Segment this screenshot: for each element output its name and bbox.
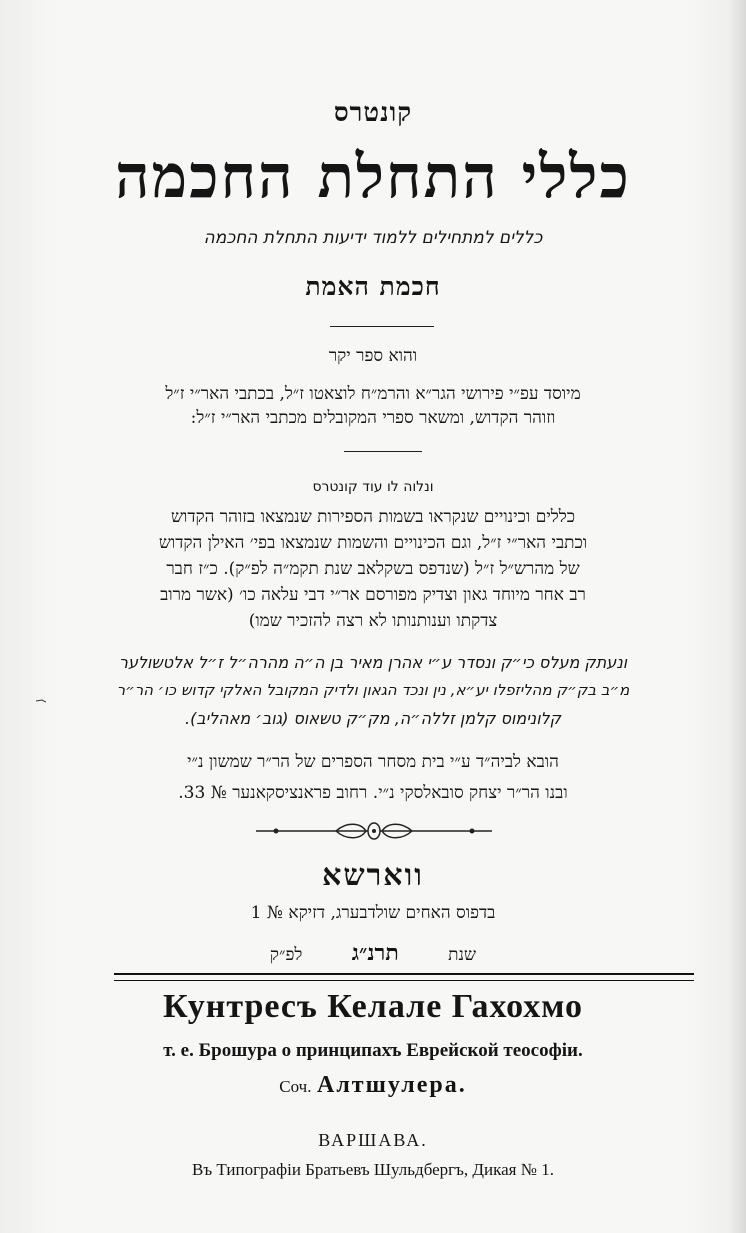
short-rule-1 xyxy=(330,326,434,327)
copied-line-1: ונעתק מעלס כי״ק ונסדר ע״י אהרן מאיר בן ה״ה מהרה״ל ז״ל אלטשולער xyxy=(118,653,628,672)
paragraph-line-2: וכתבי האר״י ז״ל, וגם הכינויים והשמות שנמצאו בפי׳ האילן הקדוש xyxy=(158,533,588,553)
author-prefix: Соч. xyxy=(279,1077,312,1096)
nilva-heading: ונלוה לו עוד קונטרס xyxy=(312,479,434,495)
short-rule-2 xyxy=(344,451,422,452)
copied-line-3: קלונימוס קלמן זללה״ה, מק״ק טשאוס (גוב׳ מאהליב). xyxy=(184,709,561,728)
based-line-1: מיוסד עפ״י פירושי הגר״א והרמ״ח לוצאטו ז״ל, בכתבי האר״י ז״ל xyxy=(165,384,581,404)
ink-speck xyxy=(36,698,46,704)
author-name: Алтшулера. xyxy=(316,1072,467,1098)
year-value: תרנ״ג xyxy=(351,940,399,966)
russian-press: Въ Типографіи Братьевъ Шульдбергъ, Дикая № 1. xyxy=(192,1160,554,1179)
russian-title: Кунтресъ Келале Гахохмо xyxy=(162,988,584,1025)
paragraph-line-3: של מהרש״ל ז״ל (שנדפס בשקלאב שנת תקמ״ה לפ״ק). כ״ז חבר xyxy=(166,559,580,579)
year-label: שנת xyxy=(448,945,477,965)
publisher-line-1: הובא לביה״ד ע״י בית מסחר הספרים של הר״ר שמשון נ״י xyxy=(187,752,559,772)
paragraph-line-5: צדקתו וענותנותו לא רצה להזכיר שמו) xyxy=(248,611,498,631)
paragraph-line-4: רב אחר מיוחד גאון וצדיק מפורסם אר״י דבי עלאה כו׳ (אשר מרוב xyxy=(160,585,586,605)
hebrew-year xyxy=(0,940,746,966)
vehu-sefer-yakar: והוא ספר יקר xyxy=(328,346,418,366)
year-suffix: לפ״ק xyxy=(269,945,303,965)
publisher-line-2: ובנו הר״ר יצחק סובאלסקי נ״י. רחוב פראנציסקאנער № 33. xyxy=(178,783,568,803)
kuntres-heading: קונטרס xyxy=(333,98,413,128)
hebrew-press: בדפוס האחים שולדבערג, דזיקא № 1 xyxy=(250,903,496,923)
chochmat-haemet: חכמת האמת xyxy=(305,272,441,301)
hebrew-city: ווארשא xyxy=(322,858,424,893)
double-rule xyxy=(114,973,694,981)
hebrew-main-title: כללי התחלת החכמה xyxy=(115,142,631,212)
russian-author xyxy=(0,1072,746,1099)
ornament-divider xyxy=(256,820,492,842)
russian-subtitle: т. е. Брошура о принципахъ Еврейской теософіи. xyxy=(163,1040,583,1061)
copied-line-2: מ״ב בק״ק מהליזפלו יע״א, נין ונכד הגאון ולדיק המקובל האלקי קדוש כו׳ הר״ר xyxy=(116,681,630,699)
russian-city: ВАРШАВА. xyxy=(318,1130,428,1150)
paragraph-line-1: כללים וכינויים שנקראו בשמות הספירות שנמצאו בזוהר הקדוש xyxy=(170,507,576,527)
hebrew-subtitle: כללים למתחילים ללמוד ידיעות התחלת החכמה xyxy=(203,228,543,248)
based-line-2: וזוהר הקדוש, ומשאר ספרי המקובלים מכתבי האר״י ז״ל: xyxy=(190,408,556,428)
